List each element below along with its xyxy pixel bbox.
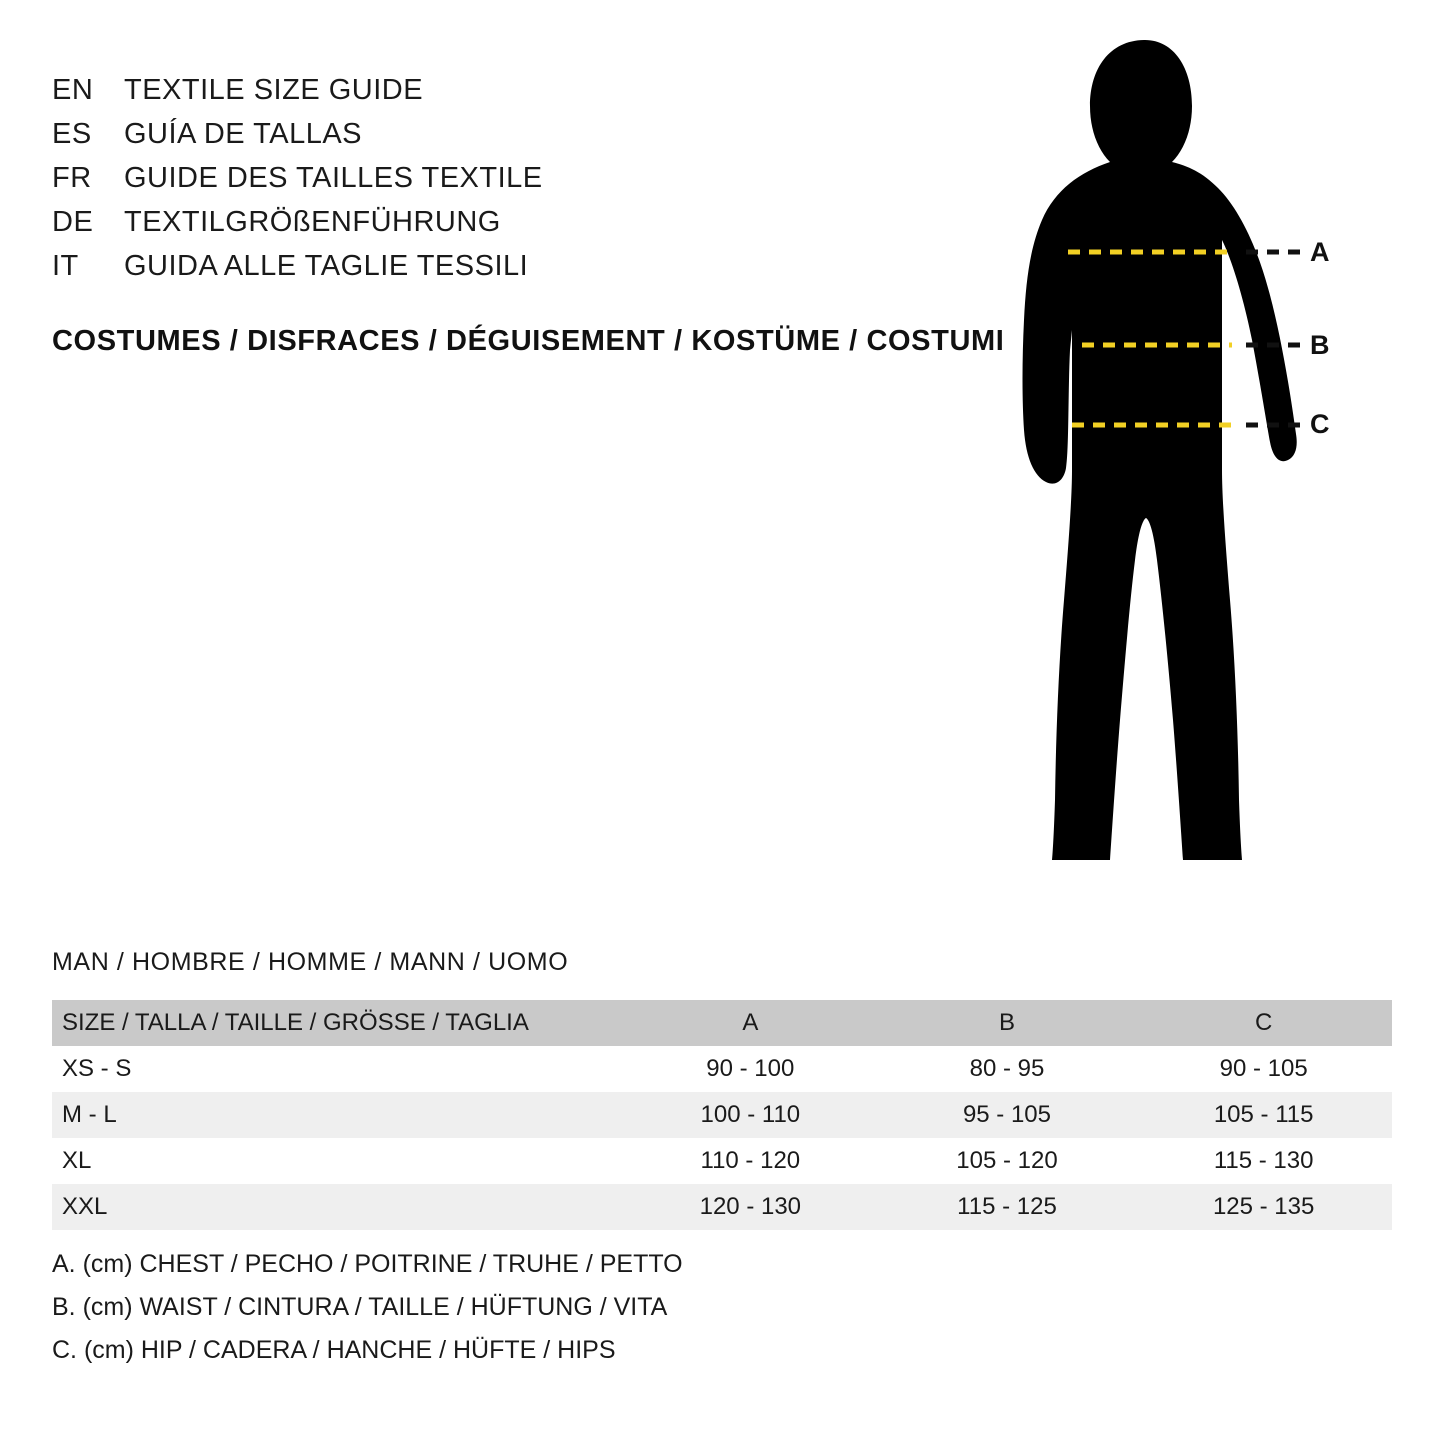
language-text: GUIDE DES TAILLES TEXTILE <box>124 162 543 195</box>
cell-b: 105 - 120 <box>956 1147 1058 1174</box>
table-header-row <box>52 1000 1392 1046</box>
language-row <box>52 112 952 156</box>
language-text: GUIDA ALLE TAGLIE TESSILI <box>124 250 529 283</box>
language-code: EN <box>52 74 94 106</box>
language-text: TEXTILGRÖßENFÜHRUNG <box>124 206 501 239</box>
table-row <box>52 1138 1392 1184</box>
language-text: GUÍA DE TALLAS <box>124 118 363 151</box>
language-code: ES <box>52 118 92 151</box>
table-row <box>52 1184 1392 1230</box>
table-header-a: A <box>742 1009 759 1036</box>
measurement-notes <box>52 1243 683 1372</box>
language-code: DE <box>52 206 94 239</box>
cell-c: 105 - 115 <box>1213 1101 1314 1128</box>
note-a: A. (cm) CHEST / PECHO / POITRINE / TRUHE / PETTO <box>52 1250 683 1278</box>
table-section-title: MAN / HOMBRE / HOMME / MANN / UOMO <box>52 948 569 976</box>
cell-b: 95 - 105 <box>962 1101 1052 1128</box>
cell-a: 100 - 110 <box>700 1101 801 1128</box>
cell-c: 115 - 130 <box>1213 1147 1314 1174</box>
language-list <box>52 68 952 288</box>
measurement-figure <box>960 30 1380 910</box>
cell-size: XXL <box>62 1193 108 1220</box>
cell-size: M - L <box>62 1101 117 1128</box>
measurement-label-b: B <box>1310 330 1330 360</box>
language-row <box>52 156 952 200</box>
table-header-b: B <box>998 1009 1015 1036</box>
language-text: TEXTILE SIZE GUIDE <box>124 74 424 106</box>
cell-size: XL <box>62 1147 92 1174</box>
cell-c: 125 - 135 <box>1212 1193 1315 1220</box>
table-row <box>52 1046 1392 1092</box>
table-header-size: SIZE / TALLA / TAILLE / GRÖSSE / TAGLIA <box>62 1009 529 1036</box>
measurement-label-c: C <box>1310 409 1330 439</box>
cell-b: 115 - 125 <box>957 1193 1057 1220</box>
note-b: B. (cm) WAIST / CINTURA / TAILLE / HÜFTUNG / VITA <box>52 1293 668 1321</box>
cell-a: 110 - 120 <box>700 1147 801 1174</box>
note-c: C. (cm) HIP / CADERA / HANCHE / HÜFTE / HIPS <box>52 1336 616 1364</box>
language-row <box>52 244 952 288</box>
cell-a: 90 - 100 <box>706 1055 795 1082</box>
language-code: IT <box>52 250 79 283</box>
size-table <box>52 1000 1392 1230</box>
table-header-c: C <box>1254 1009 1273 1036</box>
language-row <box>52 68 952 112</box>
cell-b: 80 - 95 <box>969 1055 1045 1082</box>
costumes-heading: COSTUMES / DISFRACES / DÉGUISEMENT / KOSTÜME / COSTUMI <box>52 325 1005 357</box>
table-row <box>52 1092 1392 1138</box>
silhouette-shape <box>1023 40 1297 860</box>
measurement-label-a: A <box>1310 237 1330 267</box>
cell-a: 120 - 130 <box>699 1193 802 1220</box>
cell-size: XS - S <box>62 1055 132 1082</box>
cell-c: 90 - 105 <box>1219 1055 1308 1082</box>
language-row <box>52 200 952 244</box>
language-code: FR <box>52 162 92 195</box>
